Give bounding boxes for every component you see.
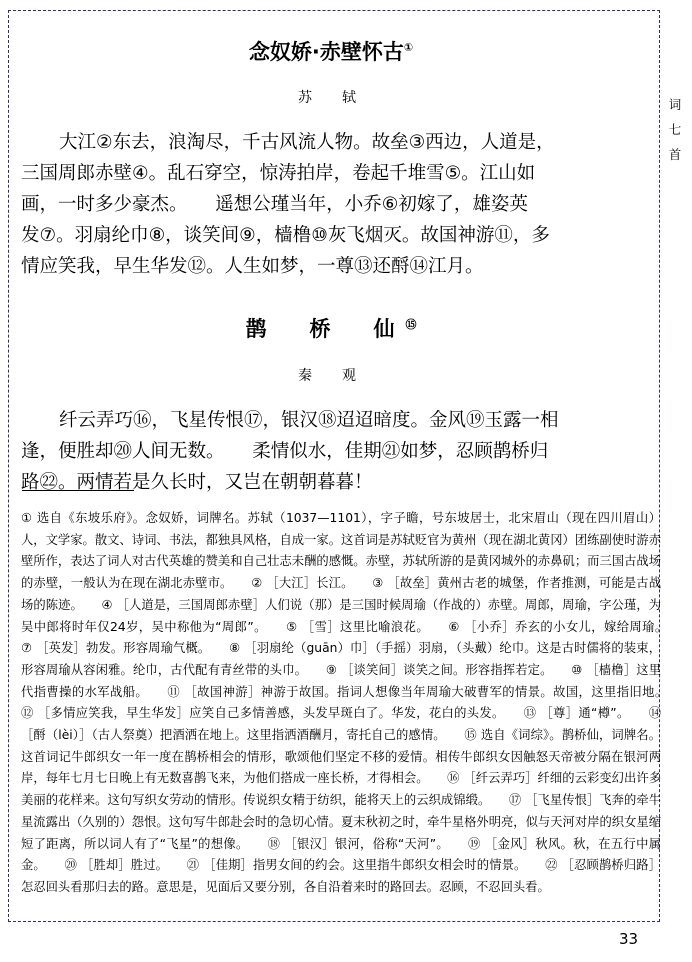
poem-block-2 <box>21 282 641 498</box>
poem-title-1 <box>21 40 641 65</box>
poem-line-text: 情应笑我，早生华发⑫。人生如梦，一尊⑬还酹⑭江月。 <box>21 256 484 278</box>
page-number: 33 <box>619 930 639 948</box>
poem-line <box>21 467 641 498</box>
poem-author-2: 秦 观 <box>298 368 364 385</box>
poem-line-text: 大江②东去，浪淘尽，千古风流人物。故垒③西边，人道是， <box>59 132 555 154</box>
footnotes-text: ① 选自《东坡乐府》。念奴娇，词牌名。苏轼（1037—1101），字子瞻，号东坡居士，北宋眉山（现在四川眉山）人，文学家。散文、诗词、书法，都独具风格，自成一家。这首词是苏轼贬官为黄州（现在湖北黄冈）团练副使时游赤壁所作，表达了词人对古代英雄的赞美和自己壮志未酬的感慨。赤壁，苏轼所游的是黄冈城外的赤鼻矶；而三国古战场的赤壁，一般认为在现在湖北赤壁市。 ② ［大江］长江。 ③ ［故垒］黄州古老的城堡，作者推测，可能是古战场的陈迹。 ④ ［人道是，三国周郎赤壁］人们说（那）是三国时候周瑜（作战的）赤壁。周郎，周瑜，字公瑾，为吴中郎将时年仅24岁，吴中称他为“周郎”。 ⑤ ［雪］这里比喻浪花。 ⑥ ［小乔］乔玄的小女儿，嫁给周瑜。 ⑦ ［英发］勃发。形容周瑜气概。 ⑧ ［羽扇纶（guān）巾］（手摇）羽扇，（头戴）纶巾。这是古时儒将的装束，形容周瑜从容闲雅。纶巾，古代配有青丝带的头巾。 ⑨ ［谈笑间］谈笑之间。形容指挥若定。 ⑩ ［樯橹］这里代指曹操的水军战船。 ⑪ ［故国神游］神游于故国。指词人想像当年周瑜大破曹军的情景。故国，这里指旧地。 ⑫ ［多情应笑我，早生华发］应笑自己多情善感，头发早斑白了。华发，花白的头发。 ⑬ ［尊］通“樽”。 ⑭ ［酹（lèi）］（古人祭奠）把酒洒在地上。这里指洒酒酬月，寄托自己的感情。 ⑮ 选自《词综》。鹊桥仙，词牌名。这首词记牛郎织女一年一度在鹊桥相会的情形，歌颂他们坚定不移的爱情。相传牛郎织女因触怒天帝被分隔在银河两岸，每年七月七日晚上有无数喜鹊飞来，为他们搭成一座长桥，才得相会。 ⑯ ［纤云弄巧］纤细的云彩变幻出许多美丽的花样来。这句写织女劳动的情形。传说织女精于纺织，能将天上的云织成锦缎。 ⑰ ［飞星传恨］飞奔的牵牛星流露出（久别的）怨恨。这句写牛郎赴会时的急切心情。夏末秋初之时，牵牛星格外明亮，似与天河对岸的织女星缩短了距离，所以词人有了“飞星”的想像。 ⑱ ［银汉］银河，俗称“天河”。 ⑲ ［金风］秋风。秋，在五行中属金。 ⑳ ［胜却］胜过。 ㉑ ［佳期］指男女间的约会。这里指牛郎织女相会时的情景。 ㉒ ［忍顾鹊桥归路］怎忍回头看那归去的路。意思是，见面后又要分别，各自沿着来时的路回去。忍顾，不忍回头看。 <box>21 511 686 894</box>
running-head-vertical <box>666 92 684 167</box>
poem-line <box>21 405 641 436</box>
footnotes-block <box>21 508 686 899</box>
footnote-separator-rule <box>22 490 134 491</box>
poem-line <box>21 251 641 282</box>
running-head-char: 词 <box>668 97 682 112</box>
footnote-marker: ⑮ <box>405 318 417 332</box>
poem-line <box>21 127 641 158</box>
page-content <box>21 18 686 918</box>
poem-line-text: 路㉒。两情若是久长时，又岂在朝朝暮暮！ <box>21 472 373 494</box>
poem-title-1-text: 念奴娇·赤壁怀古 <box>248 40 404 64</box>
poem-line-text: 画，一时多少豪杰。 遥想公瑾当年，小乔⑥初嫁了，雄姿英 <box>21 194 528 216</box>
footnote-marker: ① <box>403 41 414 54</box>
poem-line <box>21 436 641 467</box>
poem-line <box>21 220 641 251</box>
running-head-char: 七 <box>668 122 682 137</box>
poem-line-text: 逢，便胜却⑳人间无数。 柔情似水，佳期㉑如梦，忍顾鹊桥归 <box>21 441 549 463</box>
poem-block-1 <box>21 18 641 282</box>
poem-line-text: 三国周郎赤壁④。乱石穿空，惊涛拍岸，卷起千堆雪⑤。江山如 <box>21 163 536 185</box>
poem-line-text: 纤云弄巧⑯，飞星传恨⑰，银汉⑱迢迢暗度。金风⑲玉露一相 <box>59 410 559 432</box>
running-head-char: 首 <box>668 147 682 162</box>
poem-line <box>21 189 641 220</box>
poem-title-2-text: 鹊 桥 仙 <box>245 317 406 342</box>
poem-author-1: 苏 轼 <box>298 90 364 107</box>
poem-body-1 <box>21 127 641 282</box>
poem-title-2 <box>21 317 641 342</box>
poem-line-text: 发⑦。羽扇纶巾⑧，谈笑间⑨，樯橹⑩灰飞烟灭。故国神游⑪，多 <box>21 225 550 247</box>
poem-body-2 <box>21 405 641 498</box>
poem-line <box>21 158 641 189</box>
